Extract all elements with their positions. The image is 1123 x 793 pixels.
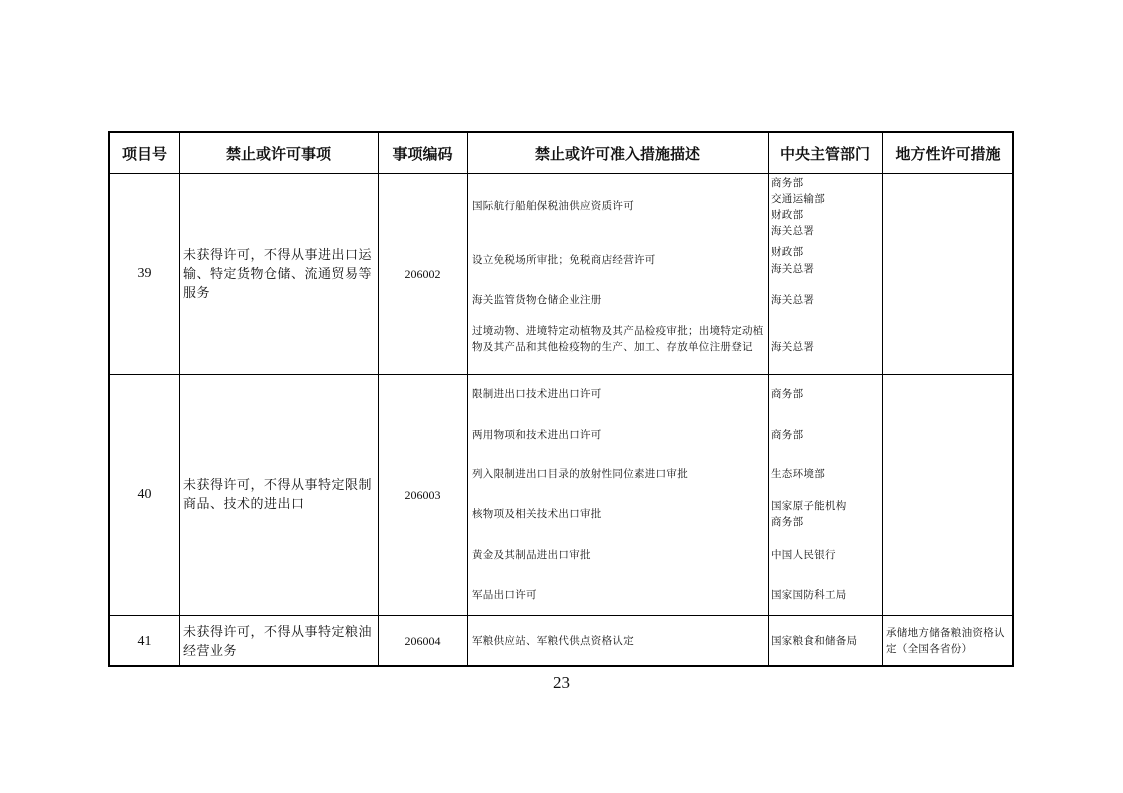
measure-text: 两用物项和技术进出口许可 — [472, 429, 602, 441]
dept-text: 国家国防科工局 — [771, 589, 847, 601]
measure-text: 军品出口许可 — [472, 589, 537, 601]
header-item-number: 项目号 — [121, 144, 167, 163]
column-divider — [467, 133, 468, 665]
dept-text: 商务部 — [771, 388, 804, 400]
dept-text: 中国人民银行 — [771, 549, 836, 561]
header-measure-description: 禁止或许可准入措施描述 — [534, 144, 700, 163]
dept-text: 国家原子能机构 — [771, 500, 847, 512]
matter-text: 未获得许可，不得从事进出口运输、特定货物仓储、流通贸易等服务 — [183, 247, 373, 301]
dept-text: 交通运输部 — [771, 193, 825, 205]
matter-text: 未获得许可，不得从事特定限制商品、技术的进出口 — [183, 478, 373, 512]
column-divider — [768, 133, 769, 665]
measure-text: 限制进出口技术进出口许可 — [472, 388, 602, 400]
dept-text: 海关总署 — [771, 225, 815, 237]
local-measure-text — [882, 375, 1014, 615]
measure-text: 过境动物、进境特定动植物及其产品检疫审批；出境特定动植物及其产品和其他检疫物的生产、加工、存放单位注册登记 — [472, 325, 764, 353]
matter-text: 未获得许可，不得从事特定粮油经营业务 — [183, 624, 373, 659]
matter-code: 206003 — [404, 487, 441, 502]
local-measure-text: 承储地方储备粮油资格认定（全国各省份） — [886, 627, 1005, 655]
dept-text: 商务部 — [771, 177, 804, 189]
measure-text: 黄金及其制品进出口审批 — [472, 549, 591, 561]
dept-text: 财政部 — [771, 246, 804, 258]
header-central-dept: 中央主管部门 — [779, 144, 870, 163]
measure-text: 设立免税场所审批；免税商店经营许可 — [472, 254, 656, 266]
measure-text: 国际航行船舶保税油供应资质许可 — [472, 200, 634, 212]
header-matter: 禁止或许可事项 — [225, 144, 331, 163]
dept-text: 国家粮食和储备局 — [771, 635, 858, 647]
measure-text: 核物项及相关技术出口审批 — [472, 508, 602, 520]
dept-text: 海关总署 — [771, 263, 815, 275]
row-number: 40 — [137, 487, 152, 502]
row-number: 41 — [137, 633, 152, 649]
measure-text: 海关监管货物仓储企业注册 — [472, 294, 602, 306]
page-number: 23 — [553, 673, 570, 692]
access-table — [108, 131, 1014, 667]
measure-text: 军粮供应站、军粮代供点资格认定 — [472, 635, 634, 647]
dept-text: 商务部 — [771, 516, 804, 528]
row-number: 39 — [137, 266, 152, 281]
local-measure-text — [882, 174, 1014, 374]
matter-code: 206004 — [404, 634, 441, 648]
dept-text: 商务部 — [771, 429, 804, 441]
dept-text: 财政部 — [771, 209, 804, 221]
dept-text: 海关总署 — [771, 294, 815, 306]
header-code: 事项编码 — [392, 144, 453, 163]
dept-text: 生态环境部 — [771, 468, 825, 480]
header-local-measure: 地方性许可措施 — [895, 144, 1001, 163]
matter-code: 206002 — [404, 266, 441, 281]
dept-text: 海关总署 — [771, 341, 815, 353]
measure-text: 列入限制进出口目录的放射性同位素进口审批 — [472, 468, 688, 480]
